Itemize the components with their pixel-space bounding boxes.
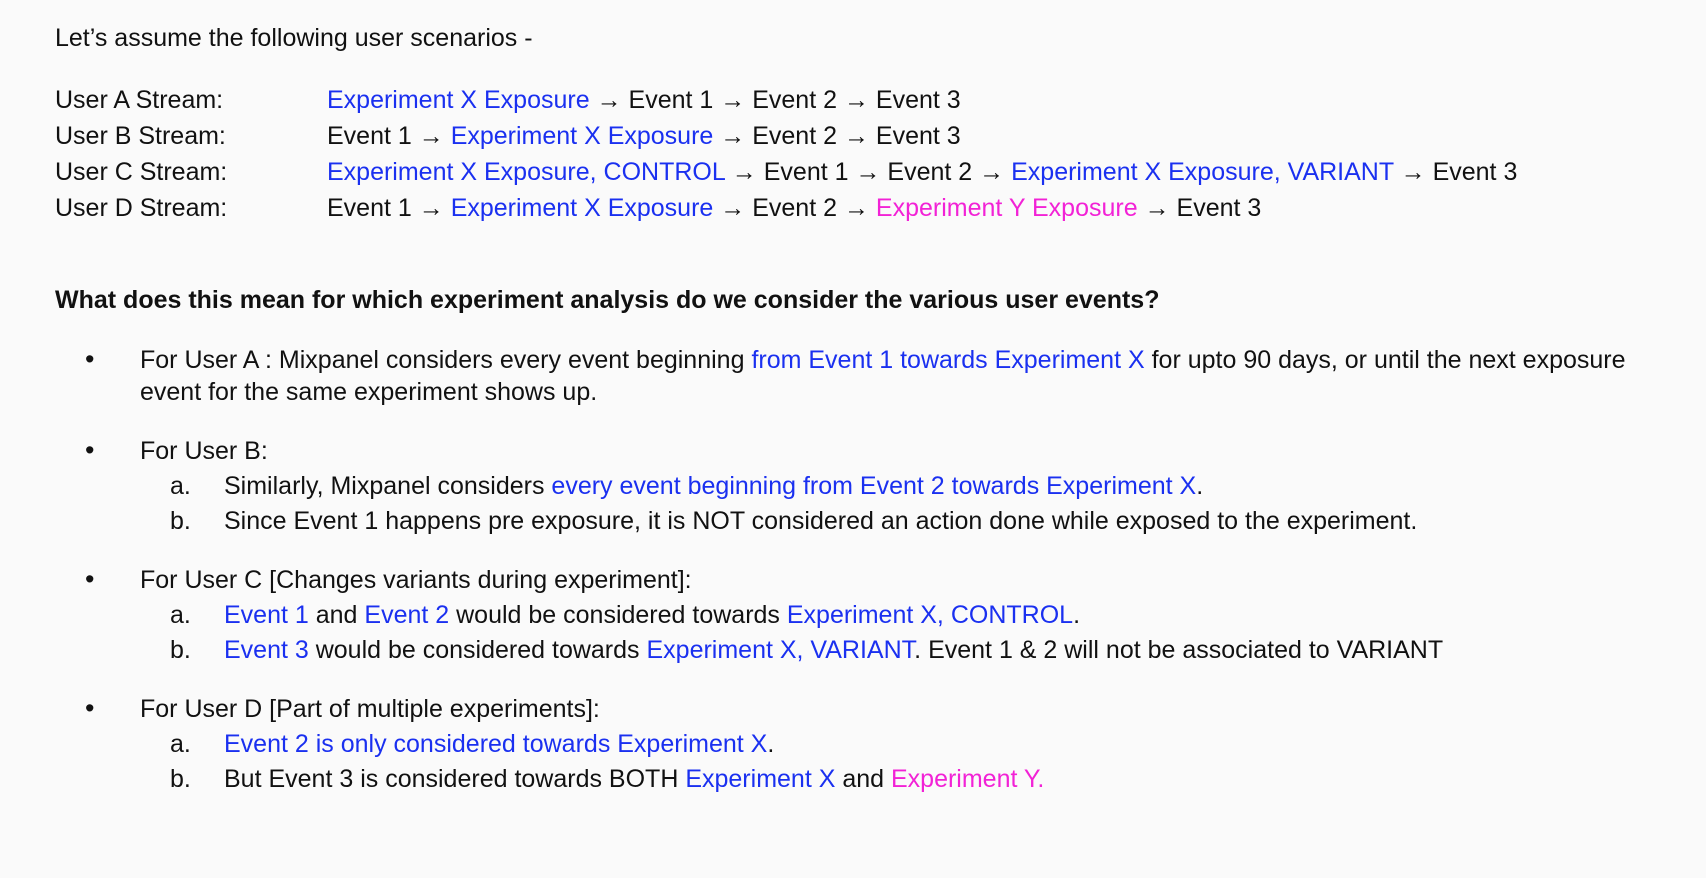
text-segment: Event 3 <box>875 122 961 150</box>
text-segment: Event 2 <box>752 86 837 114</box>
text-segment: Experiment X Exposure <box>450 122 714 150</box>
stream-label: User B Stream: <box>55 122 226 150</box>
text-segment: For User C [Changes variants during experiment]: <box>140 566 692 594</box>
text-segment: . Event 1 & 2 will not be associated to VARIANT <box>914 636 1444 664</box>
text-segment: Event 1 <box>763 158 849 186</box>
bullet-text <box>140 435 1666 467</box>
sublist-item <box>140 634 1666 666</box>
arrow-separator: → <box>972 158 1012 186</box>
bullet-sublist <box>140 470 1666 537</box>
bullet-text <box>140 564 1666 596</box>
bullet-item <box>55 344 1666 408</box>
text-segment: every event beginning from Event 2 towards Experiment X <box>551 472 1197 500</box>
text-segment: Experiment X Exposure <box>450 194 714 222</box>
text-segment: Event 3 <box>1432 158 1518 186</box>
sublist-item <box>140 599 1666 631</box>
arrow-separator: → <box>837 86 876 114</box>
text-segment: from Event 1 towards Experiment X <box>751 346 1145 374</box>
text-segment: Experiment X Exposure, CONTROL <box>327 158 725 186</box>
text-segment: Event 3 <box>1176 194 1262 222</box>
text-segment: for upto 90 days, or until the next exposure event for the same experiment shows up. <box>140 346 1626 406</box>
intro-paragraph: Let’s assume the following user scenarios - <box>55 24 533 52</box>
stream-sequence <box>327 84 961 116</box>
user-stream-list <box>55 84 1666 224</box>
bullet-sublist <box>140 728 1666 795</box>
arrow-separator: → <box>837 194 876 222</box>
sublist-item <box>140 505 1666 537</box>
bullet-sublist <box>140 599 1666 666</box>
explanation-bullet-list <box>55 344 1666 795</box>
stream-label: User C Stream: <box>55 158 228 186</box>
text-segment: . <box>1073 601 1081 629</box>
text-segment: Experiment Y Exposure <box>875 194 1138 222</box>
bullet-item <box>55 435 1666 537</box>
text-segment: . <box>767 730 775 758</box>
stream-sequence <box>327 120 961 152</box>
text-segment: Event 1 <box>628 86 714 114</box>
text-segment: Experiment X <box>685 765 836 793</box>
arrow-separator: → <box>848 158 888 186</box>
text-segment: For User A : Mixpanel considers every event beginning <box>140 346 752 374</box>
stream-row <box>55 84 1666 116</box>
text-segment: Event 1 <box>327 194 412 222</box>
bullet-item <box>55 564 1666 666</box>
bullet-text <box>140 344 1666 408</box>
text-segment: Event 2 <box>752 194 837 222</box>
text-segment: Event 3 <box>224 636 309 664</box>
stream-row <box>55 192 1666 224</box>
stream-label: User D Stream: <box>55 194 228 222</box>
bullet-text <box>140 693 1666 725</box>
sublist-item <box>140 763 1666 795</box>
arrow-separator: → <box>411 122 451 150</box>
stream-row <box>55 156 1666 188</box>
text-segment: Experiment X, VARIANT <box>646 636 915 664</box>
arrow-separator: → <box>713 86 753 114</box>
text-segment: Event 2 <box>752 122 837 150</box>
text-segment: Similarly, Mixpanel considers <box>224 472 552 500</box>
stream-sequence <box>327 192 1261 224</box>
text-segment: would be considered towards <box>449 601 787 629</box>
arrow-separator: → <box>713 194 753 222</box>
arrow-separator: → <box>837 122 876 150</box>
text-segment: Experiment X, CONTROL <box>786 601 1074 629</box>
text-segment: Experiment Y. <box>891 765 1045 793</box>
arrow-separator: → <box>724 158 764 186</box>
text-segment: and <box>308 601 365 629</box>
text-segment: Experiment X Exposure, VARIANT <box>1011 158 1394 186</box>
text-segment: Event 1 <box>224 601 309 629</box>
text-segment: Event 3 <box>875 86 961 114</box>
arrow-separator: → <box>411 194 451 222</box>
arrow-separator: → <box>1137 194 1177 222</box>
section-question: What does this mean for which experiment analysis do we consider the various user events? <box>55 286 1160 314</box>
stream-sequence <box>327 156 1517 188</box>
bullet-item <box>55 693 1666 795</box>
text-segment: . <box>1196 472 1204 500</box>
text-segment: For User B: <box>140 437 268 465</box>
stream-label: User A Stream: <box>55 86 224 114</box>
arrow-separator: → <box>589 86 629 114</box>
arrow-separator: → <box>1393 158 1433 186</box>
text-segment: Experiment X Exposure <box>327 86 590 114</box>
text-segment: and <box>835 765 891 793</box>
arrow-separator: → <box>713 122 753 150</box>
text-segment: Event 1 <box>327 122 412 150</box>
text-segment: Event 2 <box>887 158 973 186</box>
text-segment: Event 2 <box>364 601 450 629</box>
text-segment: Since Event 1 happens pre exposure, it is NOT considered an action done while exposed to the experiment. <box>224 507 1418 535</box>
sublist-item <box>140 728 1666 760</box>
sublist-item <box>140 470 1666 502</box>
stream-row <box>55 120 1666 152</box>
text-segment: For User D [Part of multiple experiments]: <box>140 695 600 723</box>
text-segment: But Event 3 is considered towards BOTH <box>224 765 686 793</box>
text-segment: Event 2 is only considered towards Experiment X <box>224 730 768 758</box>
text-segment: would be considered towards <box>308 636 647 664</box>
